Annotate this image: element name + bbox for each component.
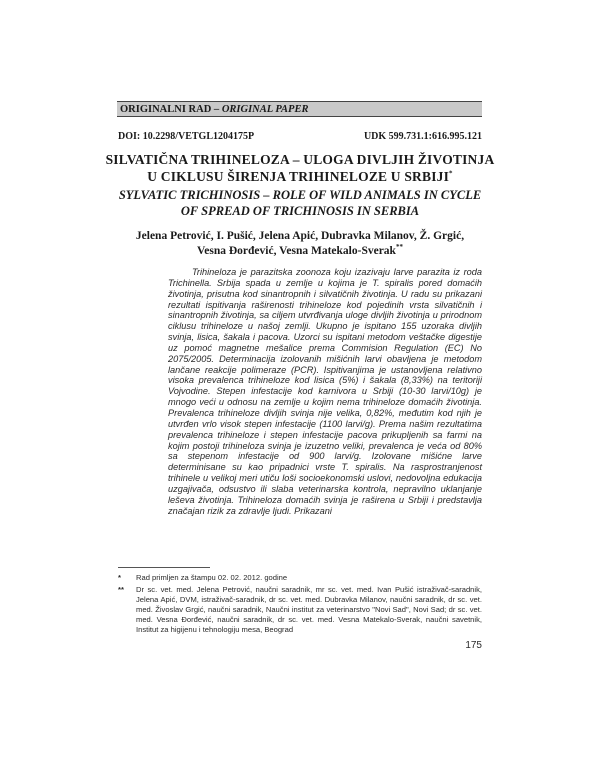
doi-label: DOI: 10.2298/VETGL1204175P bbox=[118, 131, 255, 142]
title-english-line-1: SYLVATIC TRICHINOSIS – ROLE OF WILD ANIMALS IN CYCLE bbox=[118, 188, 482, 202]
footnote-divider bbox=[118, 567, 210, 568]
udk-label: UDK 599.731.1:616.995.121 bbox=[363, 131, 482, 142]
author-list bbox=[100, 229, 500, 259]
title-english-line-2: OF SPREAD OF TRICHINOSIS IN SERBIA bbox=[180, 204, 420, 218]
footnote-text: Dr sc. vet. med. Jelena Petrović, naučni saradnik, mr sc. vet. med. Ivan Pušić istraživač-saradnik, Jelena Apić, DVM, istraživač-saradnik, dr sc. vet. med. Dubravka Milanov, naučni saradnik, dr sc. vet. med. Živoslav Grgić, naučni saradnik, Naučni institut za veterinarstvo "Novi Sad", Novi Sad; dr sc. vet. med. Vesna Đorđević, naučni saradnik, dr sc. vet. med. Vesna Matekalo-Sverak, naučni savetnik, Institut za higijenu i tehnologiju mesa, Beograd bbox=[136, 585, 482, 634]
section-label-english: ORIGINAL PAPER bbox=[221, 104, 309, 115]
footnote-mark: * bbox=[118, 573, 121, 582]
title-english bbox=[100, 187, 500, 219]
footnote-mark: ** bbox=[118, 585, 124, 594]
page-number: 175 bbox=[465, 640, 482, 651]
abstract-text: Trihineloza je parazitska zoonoza koju izazivaju larve parazita iz roda Trichinella. Srbija spada u zemlje u kojima je T. spiralis pored domaćih životinja, prisutna kod sinantropnih i silvatičnih životinja. U radu su prikazani rezultati ispitivanja raširenosti trihineloze kod pojedinih vrsta silvatičnih i sinantropnih životinja, sa ciljem utvrđivanja uloge divljih životinja u prirodnom ciklusu trihineloze u našoj zemlji. Ukupno je ispitano 155 uzoraka divljih svinja, lisica, šakala i pacova. Uzorci su ispitani metodom veštačke digestije uz pomoć magnetne mešalice prema Commision Regulation (EC) No 2075/2005. Determinacija izolovanih mišićnih larvi obavljena je metodom lančane reakcije polimeraze (PCR). Ispitivanjima je ustanovljena relativno visoka prevalenca trihineloze kod lisica (5%) i šakala (8,33%) na teritoriji Vojvodine. Stepen infestacije kod karnivora u Srbiji (10-30 larvi/10g) je mnogo veći u odnosu na zemlje u kojim nema trihineloze domaćih životinja. Prevalenca trihineloze divljih svinja nije velika, 0,82%, međutim kod njih je utvrđen vrlo visok stepen infestacije (1100 larvi/g). Prema našim rezultatima prevalenca trihineloze i stepen infestacije pacova prikupljenih sa farmi na kojim postoji trihineloza svinja je izuzetno veliki, prevalenca je veća od 80% sa stepenom infestacije od 900 larvi/g. Izolovane mišićne larve determinisane su kao pripadnici vrste T. spiralis. Na rasprostranjenost trihinele u velikoj meri utiču loši socioekonomski uslovi, nedovoljna edukacija uzgajivača, odsustvo ili slaba veterinarska kontrola, nepravilno uklanjanje leševa životinja. Trihineloza domaćih svinja je raširena u Srbiji i predstavlja značajan rizik za zdravlje ljudi. Prikazani bbox=[168, 267, 482, 516]
author-line-2: Vesna Đorđević, Vesna Matekalo-Sverak** bbox=[197, 243, 403, 257]
author-line-1: Jelena Petrović, I. Pušić, Jelena Apić, Dubravka Milanov, Ž. Grgić, bbox=[135, 230, 465, 242]
section-label-serbian: ORIGINALNI RAD – bbox=[120, 104, 222, 115]
footnotes bbox=[118, 573, 482, 637]
title-serbian-line-1: SILVATIČNA TRIHINELOZA – ULOGA DIVLJIH ŽIVOTINJA bbox=[105, 152, 495, 167]
section-label-bar bbox=[117, 101, 482, 117]
footnote-received bbox=[118, 573, 482, 583]
title-serbian-line-2: U CIKLUSU ŠIRENJA TRIHINELOZE U SRBIJI* bbox=[147, 169, 453, 184]
title-footnote-mark: * bbox=[449, 169, 453, 178]
author-footnote-mark: ** bbox=[395, 243, 403, 252]
footnote-affiliations bbox=[118, 585, 482, 635]
footnote-text: Rad primljen za štampu 02. 02. 2012. godine bbox=[136, 573, 288, 582]
title-serbian bbox=[100, 151, 500, 185]
identifier-row bbox=[118, 131, 482, 142]
